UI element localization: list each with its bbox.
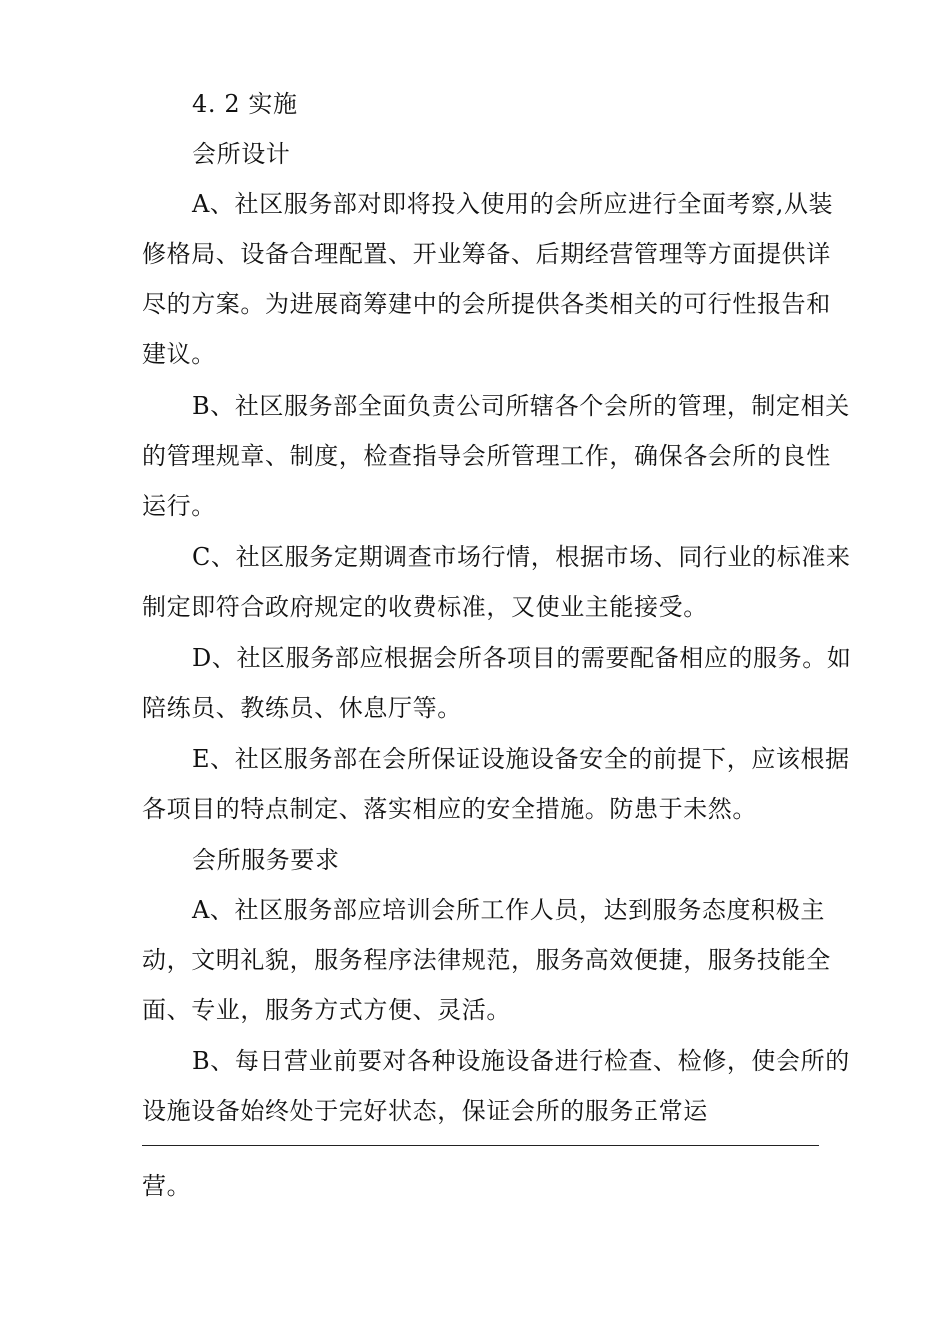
paragraph-line: 面、专业，服务方式方便、灵活。 — [142, 996, 511, 1024]
paragraph-line: 修格局、设备合理配置、开业筹备、后期经营管理等方面提供详 — [142, 240, 831, 268]
paragraph-line: 尽的方案。为进展商筹建中的会所提供各类相关的可行性报告和 — [142, 290, 831, 318]
paragraph-line: 运行。 — [142, 492, 216, 520]
subsection-title-design: 会所设计 — [192, 140, 291, 168]
paragraph-line: 动，文明礼貌，服务程序法律规范，服务高效便捷，服务技能全 — [142, 946, 831, 974]
paragraph-line: D、社区服务部应根据会所各项目的需要配备相应的服务。如 — [192, 644, 852, 672]
page-divider — [142, 1145, 819, 1146]
paragraph-line: 陪练员、教练员、休息厅等。 — [142, 694, 462, 722]
paragraph-line: 建议。 — [142, 340, 216, 368]
paragraph-line: C、社区服务定期调查市场行情，根据市场、同行业的标准来 — [192, 543, 851, 571]
paragraph-line: 制定即符合政府规定的收费标准，又使业主能接受。 — [142, 593, 708, 621]
paragraph-line: B、社区服务部全面负责公司所辖各个会所的管理，制定相关 — [192, 392, 850, 420]
paragraph-line: B、每日营业前要对各种设施设备进行检查、检修，使会所的 — [192, 1047, 850, 1075]
subsection-title-service: 会所服务要求 — [192, 846, 340, 874]
paragraph-line: E、社区服务部在会所保证设施设备安全的前提下，应该根据 — [192, 745, 850, 773]
paragraph-line: A、社区服务部应培训会所工作人员，达到服务态度积极主 — [192, 896, 825, 924]
paragraph-line: 的管理规章、制度，检查指导会所管理工作，确保各会所的良性 — [142, 442, 831, 470]
section-heading: 4. 2 实施 — [192, 90, 298, 118]
paragraph-line: A、社区服务部对即将投入使用的会所应进行全面考察,从装 — [192, 190, 834, 218]
paragraph-line: 设施设备始终处于完好状态，保证会所的服务正常运 — [142, 1097, 708, 1125]
continuation-text: 营。 — [142, 1172, 192, 1200]
paragraph-line: 各项目的特点制定、落实相应的安全措施。防患于未然。 — [142, 795, 757, 823]
